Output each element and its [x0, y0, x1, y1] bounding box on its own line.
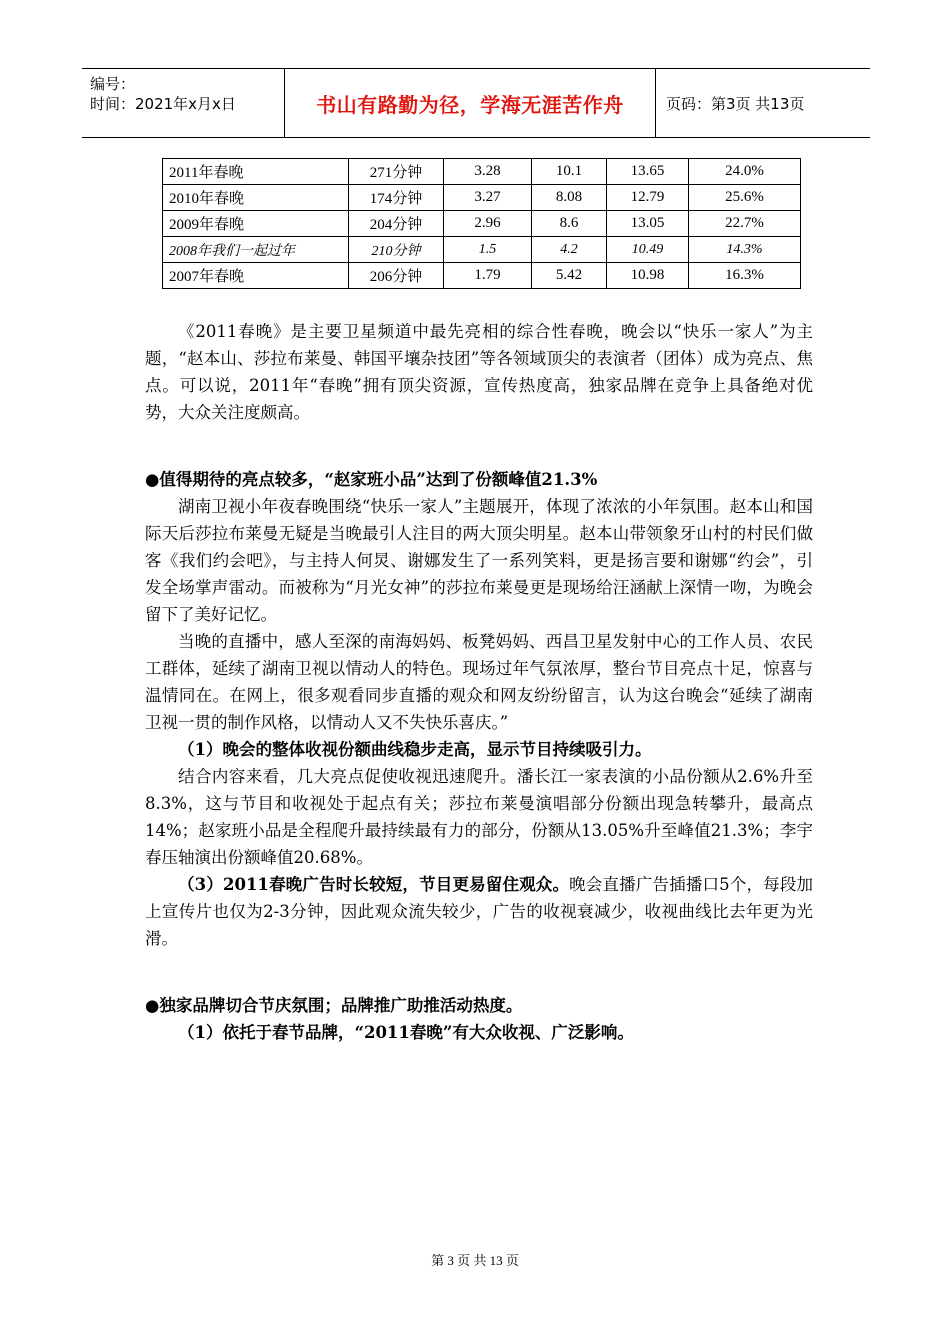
table-row [163, 185, 801, 211]
table-cell: 16.3% [689, 263, 801, 289]
subheading-inline: （3）2011春晚广告时长较短，节目更易留住观众。 [178, 875, 570, 894]
section-heading: ●独家品牌切合节庆氛围；品牌推广助推活动热度。 [145, 996, 523, 1015]
table-cell: 2.96 [444, 211, 532, 237]
table-cell: 210分钟 [349, 237, 444, 263]
subheading: （1）依托于春节品牌，“2011春晚”有大众收视、广泛影响。 [178, 1023, 634, 1042]
table-cell: 204分钟 [349, 211, 444, 237]
table-cell: 4.2 [532, 237, 607, 263]
table-cell: 8.6 [532, 211, 607, 237]
paragraph [145, 871, 813, 952]
table-cell: 14.3% [689, 237, 801, 263]
paragraph: 结合内容来看，几大亮点促使收视迅速爬升。潘长江一家表演的小品份额从2.6%升至8.3%，这与节目和收视处于起点有关；莎拉布莱曼演唱部分份额出现急转攀升，最高点14%；赵家班小品是全程爬升最持续最有力的部分，份额从13.05%升至峰值21.3%；李宇春压轴演出份额峰值20.68%。 [145, 767, 813, 867]
ratings-table [162, 158, 801, 289]
page-footer: 第 3 页 共 13 页 [431, 1253, 519, 1268]
table-cell: 174分钟 [349, 185, 444, 211]
table-cell: 8.08 [532, 185, 607, 211]
table-cell: 3.27 [444, 185, 532, 211]
table-row [163, 237, 801, 263]
table-cell: 5.42 [532, 263, 607, 289]
subheading: （1）晚会的整体收视份额曲线稳步走高，显示节目持续吸引力。 [178, 740, 652, 759]
spacer [145, 952, 813, 972]
table-row [163, 263, 801, 289]
table-cell: 22.7% [689, 211, 801, 237]
motto: 书山有路勤为径，学海无涯苦作舟 [316, 92, 624, 117]
table-cell: 1.79 [444, 263, 532, 289]
table-cell: 12.79 [607, 185, 689, 211]
table-cell: 2008年我们一起过年 [163, 237, 349, 263]
table-cell: 2010年春晚 [163, 185, 349, 211]
header-motto-cell [285, 69, 656, 137]
paragraph: 当晚的直播中，感人至深的南海妈妈、板凳妈妈、西昌卫星发射中心的工作人员、农民工群体，延续了湖南卫视以情动人的特色。现场过年气氛浓厚，整台节目亮点十足，惊喜与温情同在。在网上，很多观看同步直播的观众和网友纷纷留言，认为这台晚会“延续了湖南卫视一贯的制作风格，以情动人又不失快乐喜庆。” [145, 632, 813, 732]
spacer [145, 426, 813, 446]
table-cell: 271分钟 [349, 159, 444, 185]
table-cell: 206分钟 [349, 263, 444, 289]
page-header [82, 68, 870, 138]
header-meta [82, 69, 285, 137]
table-cell: 2011年春晚 [163, 159, 349, 185]
paragraph: 《2011春晚》是主要卫星频道中最先亮相的综合性春晚，晚会以“快乐一家人”为主题，“赵本山、莎拉布莱曼、韩国平壤杂技团”等各领域顶尖的表演者（团体）成为亮点、焦点。可以说，2011年“春晚”拥有顶尖资源，宣传热度高，独家品牌在竞争上具备绝对优势，大众关注度颇高。 [145, 322, 813, 422]
table-cell: 2009年春晚 [163, 211, 349, 237]
table-cell: 2007年春晚 [163, 263, 349, 289]
table-cell: 24.0% [689, 159, 801, 185]
paragraph: 湖南卫视小年夜春晚围绕“快乐一家人”主题展开，体现了浓浓的小年氛围。赵本山和国际天后莎拉布莱曼无疑是当晚最引人注目的两大顶尖明星。赵本山带领象牙山村的村民们做客《我们约会吧》，与主持人何炅、谢娜发生了一系列笑料，更是扬言要和谢娜“约会”，引发全场掌声雷动。而被称为“月光女神”的莎拉布莱曼更是现场给汪涵献上深情一吻，为晚会留下了美好记忆。 [145, 497, 813, 624]
paragraph-text: 晚会直播广告插播口5个，每段加上宣传片也仅为2-3分钟，因此观众流失较少，广告的收视衰减少，收视曲线比去年更为光滑。 [145, 875, 814, 948]
table-cell: 13.05 [607, 211, 689, 237]
time-label: 时间：2021年x月x日 [90, 95, 236, 113]
table-cell: 3.28 [444, 159, 532, 185]
number-label: 编号： [90, 75, 136, 93]
table-cell: 10.98 [607, 263, 689, 289]
table-cell: 25.6% [689, 185, 801, 211]
table-cell: 13.65 [607, 159, 689, 185]
page-info: 页码：第3页 共13页 [666, 94, 805, 113]
table-cell: 10.1 [532, 159, 607, 185]
section-heading: ●值得期待的亮点较多，“赵家班小品”达到了份额峰值21.3% [145, 470, 598, 489]
header-page-cell [656, 69, 870, 137]
table-row [163, 211, 801, 237]
body-text [145, 318, 813, 1046]
table-row [163, 159, 801, 185]
table-cell: 10.49 [607, 237, 689, 263]
table-cell: 1.5 [444, 237, 532, 263]
